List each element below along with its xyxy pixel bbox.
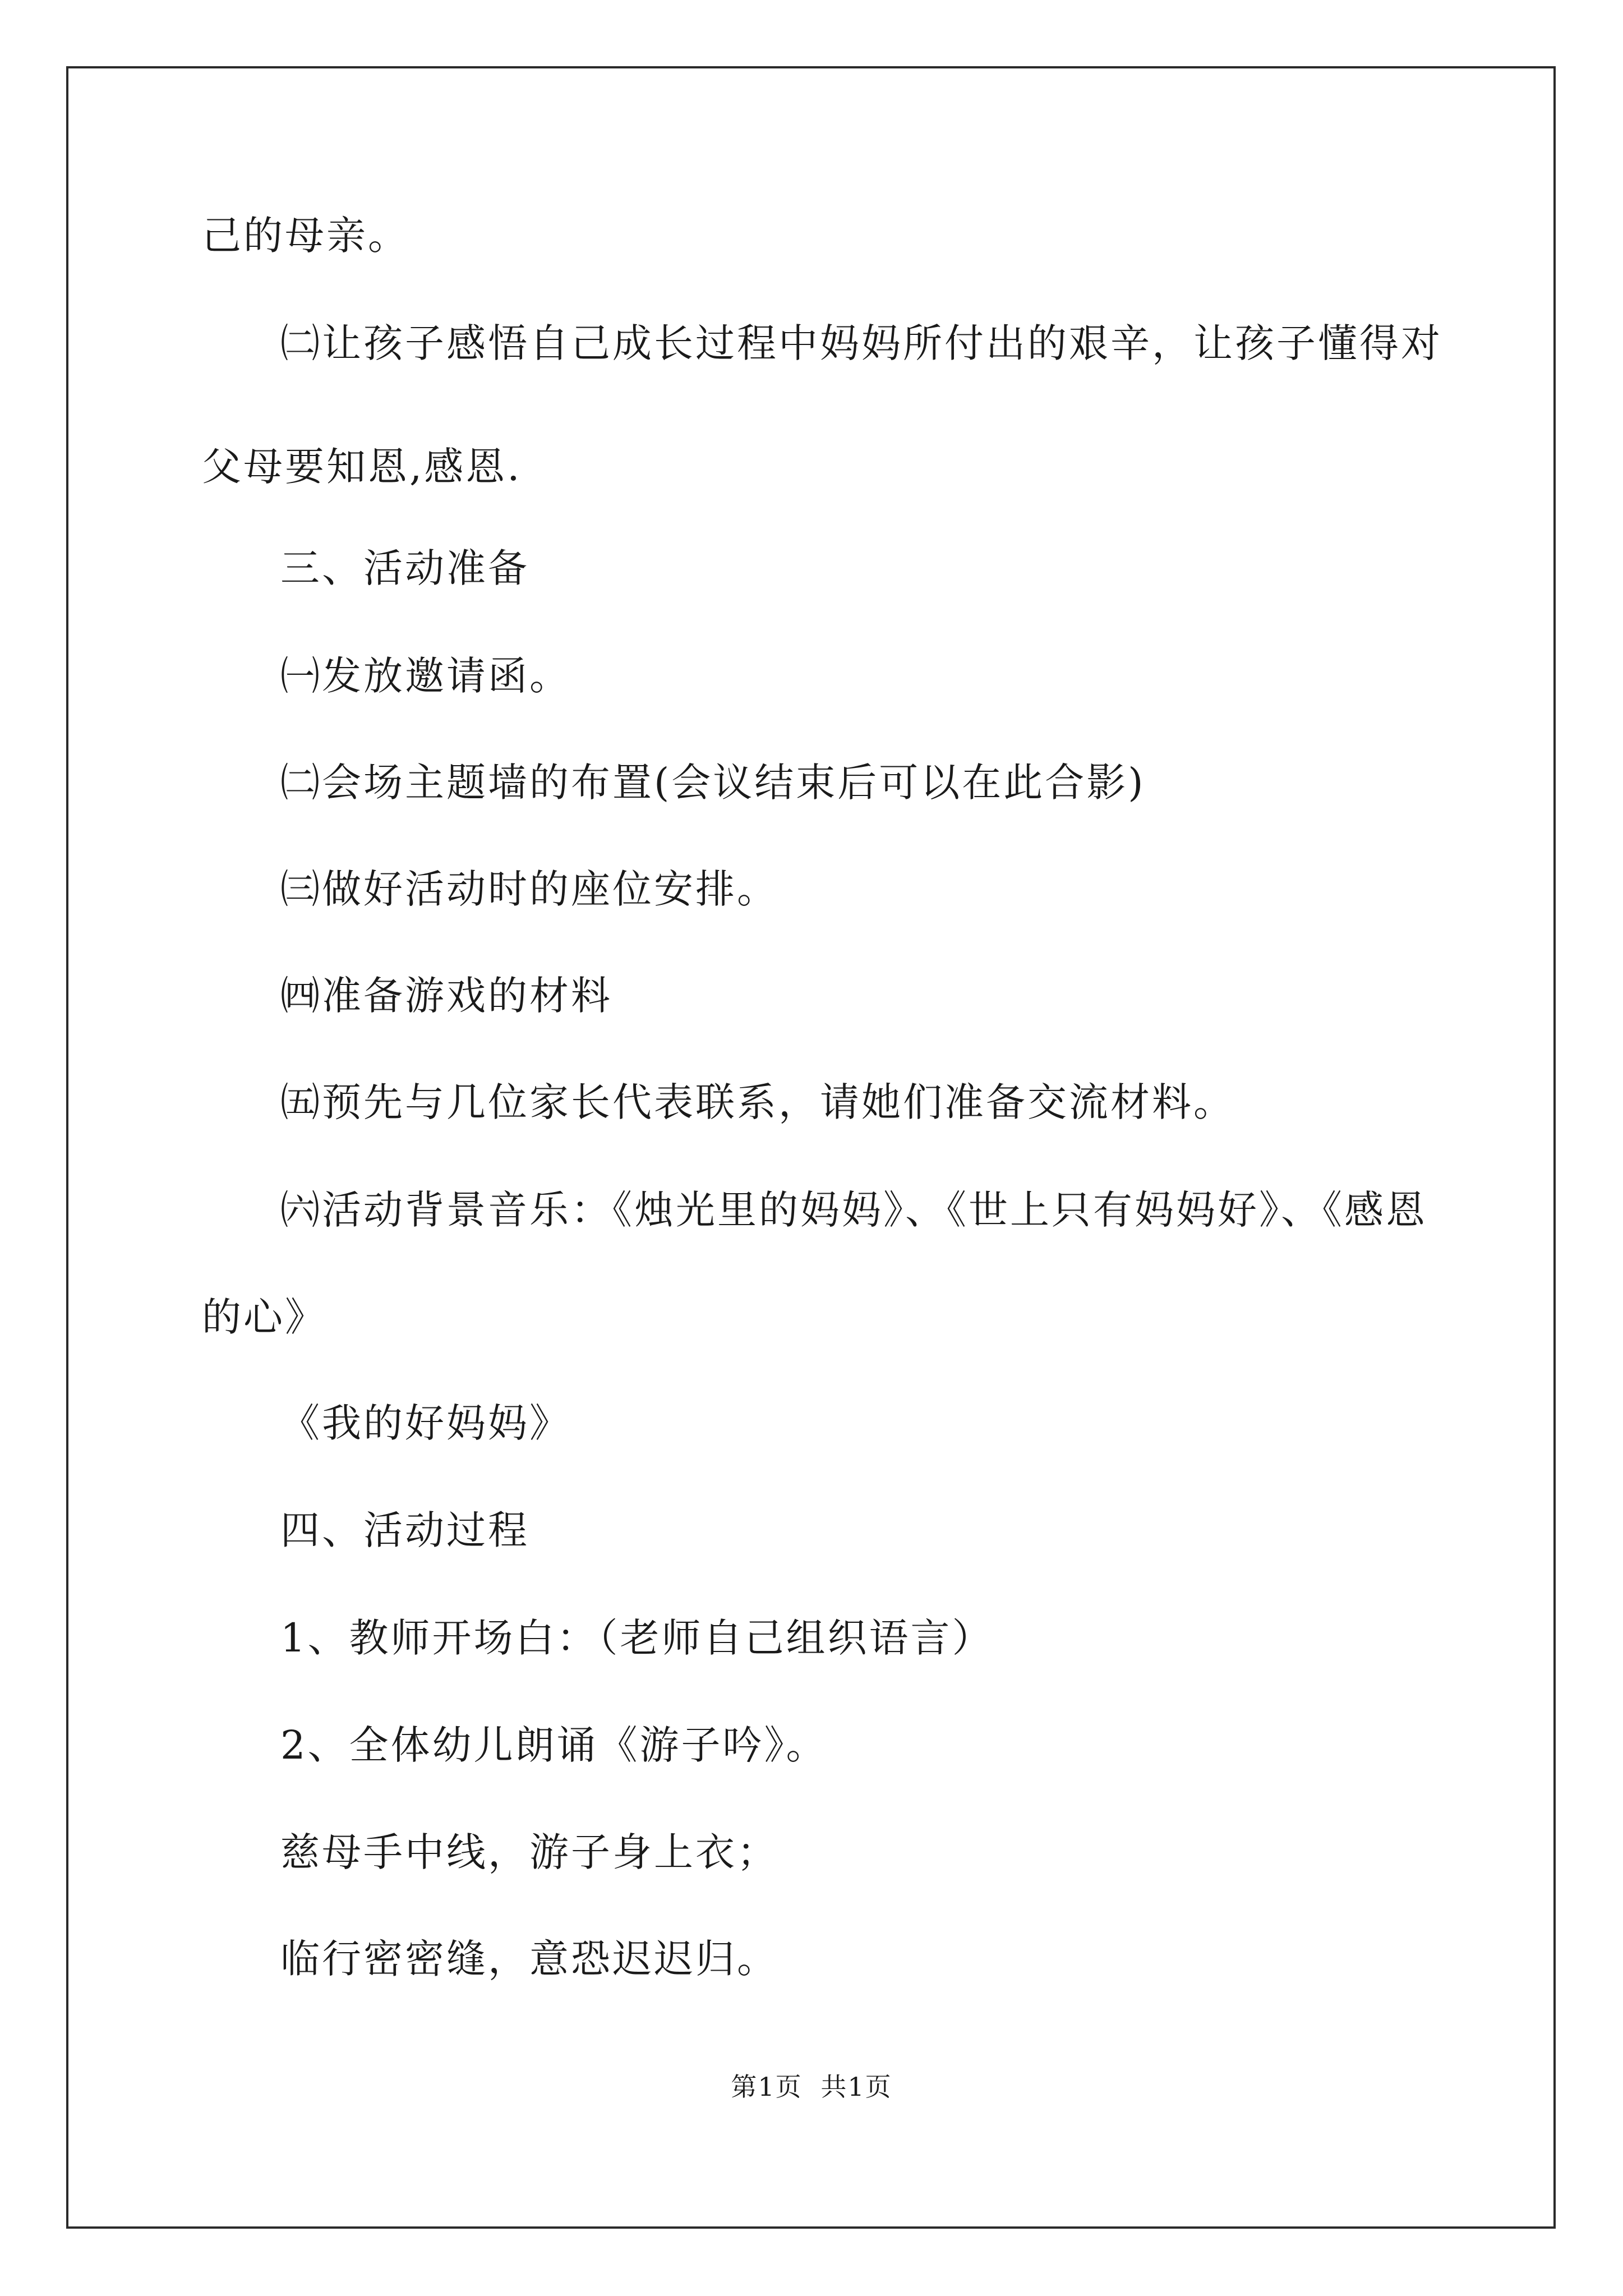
text-line: ㈥活动背景音乐：《烛光里的妈妈》、《世上只有妈妈好》、《感恩 — [280, 1187, 1427, 1233]
text-line: 的心》 — [202, 1294, 326, 1340]
poem-line: 临行密密缝，意恐迟迟归。 — [280, 1936, 778, 1982]
page-border — [66, 66, 1556, 2229]
text-line: ㈡会场主题墙的布置(会议结束后可以在此合影) — [280, 760, 1146, 806]
text-line: ㈢做好活动时的座位安排。 — [280, 866, 778, 912]
poem-line: 慈母手中线，游子身上衣； — [280, 1829, 778, 1875]
page-total: 共1页 — [820, 2072, 892, 2102]
page-footer — [0, 2070, 1623, 2104]
section-heading: 四、活动过程 — [280, 1507, 529, 1553]
section-heading: 三、活动准备 — [280, 545, 529, 591]
text-line: 己的母亲。 — [202, 213, 409, 259]
text-line: ㈤预先与几位家长代表联系，请她们准备交流材料。 — [280, 1079, 1235, 1125]
text-line: ㈡让孩子感悟自己成长过程中妈妈所付出的艰辛，让孩子懂得对 — [280, 320, 1442, 366]
text-line: ㈣准备游戏的材料 — [280, 973, 612, 1019]
text-line: 父母要知恩,感恩. — [202, 444, 522, 490]
text-line: 2、全体幼儿朗诵《游子吟》。 — [280, 1722, 828, 1768]
page-number: 第1页 — [731, 2072, 803, 2102]
text-line: 1、教师开场白：（老师自己组织语言） — [280, 1615, 994, 1661]
text-line: 《我的好妈妈》 — [280, 1400, 571, 1446]
text-line: ㈠发放邀请函。 — [280, 653, 571, 699]
